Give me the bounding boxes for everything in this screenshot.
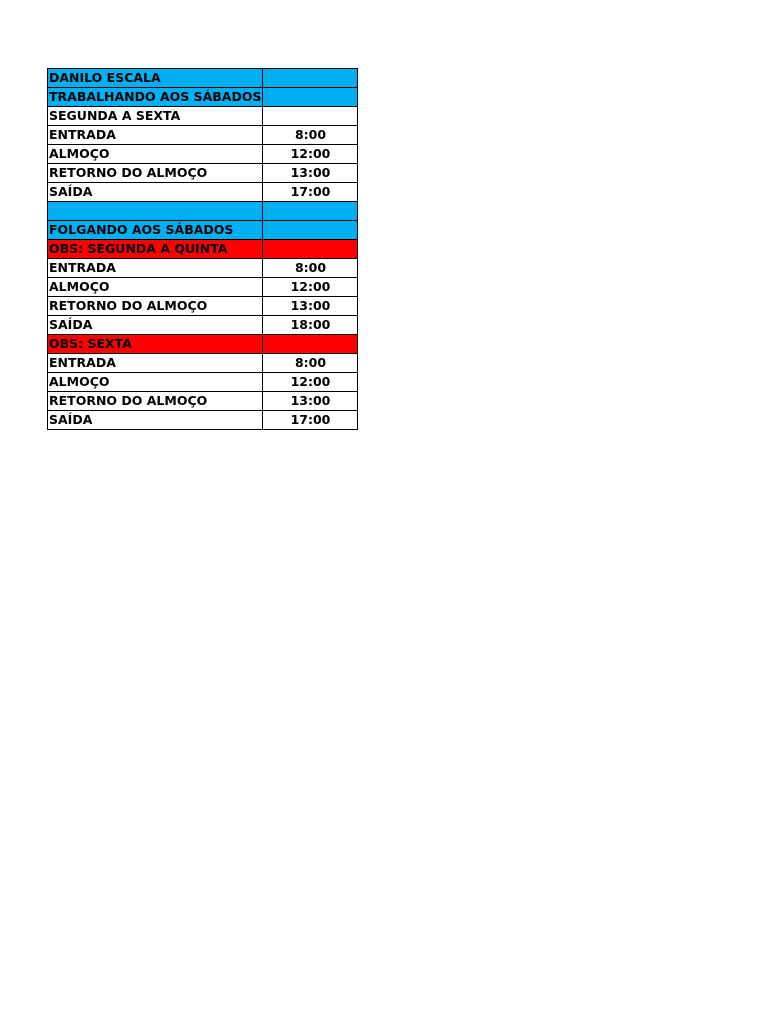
row-value: 13:00: [263, 392, 358, 411]
row-label: SAÍDA: [48, 411, 263, 430]
row-label: RETORNO DO ALMOÇO: [48, 297, 263, 316]
row-value: [263, 221, 358, 240]
row-value: [263, 202, 358, 221]
row-value: 18:00: [263, 316, 358, 335]
table-row: [48, 126, 358, 145]
row-label: [48, 202, 263, 221]
row-label: ALMOÇO: [48, 278, 263, 297]
row-label: SAÍDA: [48, 183, 263, 202]
table-row: [48, 69, 358, 88]
table-row: [48, 297, 358, 316]
row-value: [263, 240, 358, 259]
schedule-table: [47, 68, 358, 430]
row-value: 12:00: [263, 145, 358, 164]
row-label: ENTRADA: [48, 126, 263, 145]
table-row: [48, 335, 358, 354]
table-row: [48, 259, 358, 278]
row-value: [263, 69, 358, 88]
row-label: ALMOÇO: [48, 145, 263, 164]
table-row: [48, 411, 358, 430]
table-row: [48, 183, 358, 202]
row-value: 17:00: [263, 411, 358, 430]
row-value: 13:00: [263, 297, 358, 316]
row-value: 8:00: [263, 126, 358, 145]
table-row: [48, 107, 358, 126]
row-label: ALMOÇO: [48, 373, 263, 392]
row-label: RETORNO DO ALMOÇO: [48, 164, 263, 183]
row-value: 17:00: [263, 183, 358, 202]
row-label: SEGUNDA A SEXTA: [48, 107, 263, 126]
row-value: [263, 335, 358, 354]
table-row: [48, 392, 358, 411]
row-label: FOLGANDO AOS SÁBADOS: [48, 221, 263, 240]
row-value: 12:00: [263, 373, 358, 392]
table-row: [48, 202, 358, 221]
row-label: RETORNO DO ALMOÇO: [48, 392, 263, 411]
row-value: [263, 107, 358, 126]
row-label: ENTRADA: [48, 354, 263, 373]
row-label: TRABALHANDO AOS SÁBADOS: [48, 88, 263, 107]
table-row: [48, 88, 358, 107]
row-label: DANILO ESCALA: [48, 69, 263, 88]
row-value: 12:00: [263, 278, 358, 297]
table-row: [48, 240, 358, 259]
table-row: [48, 354, 358, 373]
table-row: [48, 373, 358, 392]
table-row: [48, 278, 358, 297]
table-row: [48, 145, 358, 164]
row-label: ENTRADA: [48, 259, 263, 278]
table-row: [48, 164, 358, 183]
row-value: 13:00: [263, 164, 358, 183]
table-row: [48, 221, 358, 240]
row-value: 8:00: [263, 259, 358, 278]
row-label: OBS: SEGUNDA A QUINTA: [48, 240, 263, 259]
row-label: OBS: SEXTA: [48, 335, 263, 354]
table-row: [48, 316, 358, 335]
row-label: SAÍDA: [48, 316, 263, 335]
row-value: 8:00: [263, 354, 358, 373]
row-value: [263, 88, 358, 107]
